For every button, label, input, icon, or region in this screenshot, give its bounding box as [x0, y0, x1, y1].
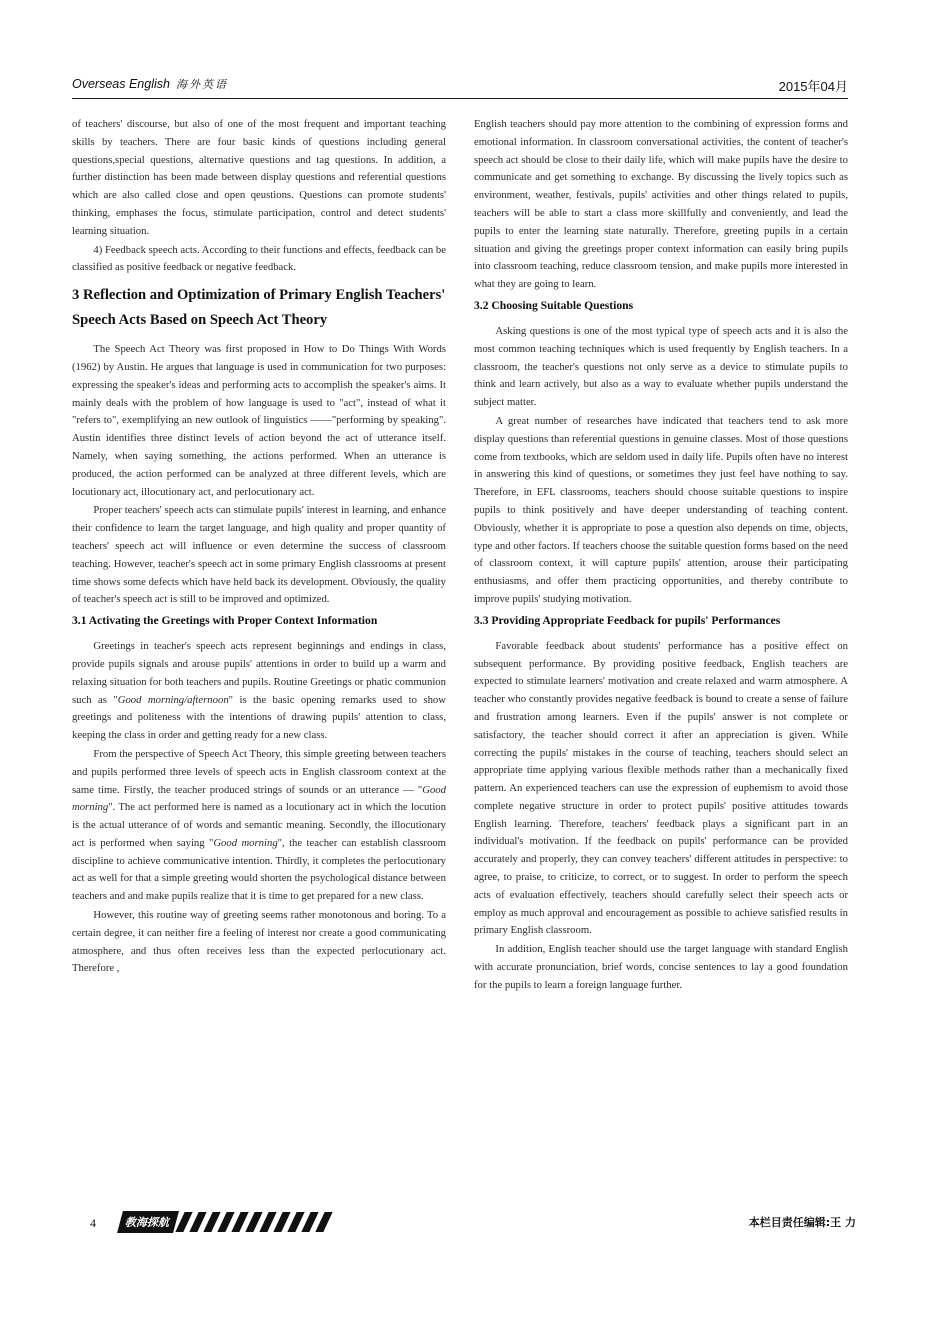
- section-heading: 3 Reflection and Optimization of Primary English Teachers' Speech Acts Based on Speech Act Theory: [72, 287, 446, 329]
- paragraph: English teachers should pay more attention to the combining of expression forms and emotional information. In classroom conversational activities, the content of teacher's speech act should be close to their daily life, which will make pupils have the desire to communicate and get something to exchange. By discussing the lively topics such as environment, weather, festivals, pupils' activities and other things related to pupils, teachers will be able to start a class more skillfully and conveniently, and lead the pupils to enter the learning state naturally. Therefore, greeting pupils in a certain situation and giving the greetings proper context information can easily bring pupils into classroom teaching, reduce classroom tension, and make pupils more interested in what they are going to learn.: [474, 118, 848, 291]
- paragraph: Favorable feedback about students' performance has a positive effect on subsequent performance. By providing positive feedback, English teachers are expected to stimulate learners' motivation and create relaxed and warm atmosphere. A teacher who constantly provides negative feedback is bound to create a sense of failure and frustration among learners. Even if the pupils' answer is not complete or satisfactory, the teacher should correct it after an appreciation is given. While correcting the pupils' mistakes in the course of teaching, teachers should select an appropriate time applying various flexible methods rather than a mechanically fixed pattern. An experienced teachers can use the expression of euphemism to avoid those complete negative structure in order to protect pupils' positive attitudes towards English learning. Therefore, teachers' feedback plays a significant part in an individual's motivation. If the feedback on pupils' performance can be provided accurately and properly, they can convey teachers' different attitudes in perspective: to agree, to praise, to criticize, to correct, or to suggest. In order to perform the speech acts of evaluation effectively, teachers should carefully select their speech acts or employ as much approval and encouragement as possible to achieve satisfied results in primary English classroom.: [474, 639, 848, 937]
- text-run: ". The act performed here is named as a locutionary act in which the locution is the actual utterance of of words and semantic meaning. Secondly, the illocutionary act is performed when saying ": [72, 801, 446, 849]
- paragraph: [72, 746, 446, 906]
- paragraph: However, this routine way of greeting seems rather monotonous and boring. To a certain degree, it can neither fire a feeling of interest nor create a good communicating atmosphere, and thus often receives less than the expected perlocutionary act. Therefore ,: [72, 909, 446, 975]
- column-banner-label: 教海探航: [117, 1211, 179, 1233]
- text-run: From the perspective of Speech Act Theory, this simple greeting between teachers and pupils performed three levels of speech acts in English classroom context at the same time. Firstly, the teacher produced strings of sounds or an utterance — ": [72, 747, 446, 796]
- right-column: [474, 116, 848, 995]
- column-banner: [120, 1210, 334, 1234]
- journal-name: Overseas English: [72, 77, 170, 91]
- subsection-heading: 3.1 Activating the Greetings with Proper Context Information: [72, 614, 378, 628]
- subsection-heading: 3.3 Providing Appropriate Feedback for pupils' Performances: [474, 613, 781, 627]
- journal-title: [72, 76, 228, 92]
- text-run: Greetings in teacher's speech acts represent beginnings and endings in class, provide pupils signals and arouse pupils' attentions in order to build up a warm and relaxing situation for both teachers and pupils. Routine Greetings or phatic communion such as ": [72, 640, 446, 706]
- banner-stripe: [315, 1212, 332, 1232]
- page-number: 4: [90, 1216, 96, 1230]
- journal-name-zh: 海外英语: [175, 79, 228, 91]
- header-divider: [72, 98, 848, 99]
- italic-phrase: Good morning/afternoon: [117, 693, 229, 706]
- left-column: [72, 116, 446, 978]
- text-run: ", the teacher can establish classroom discipline to achieve communicative intention. Thirdly, it completes the perlocutionary act as well for that a simple greeting would shorten the psychological distance between teachers and and make pupils realize that it is time to get prepared for a new class.: [72, 836, 446, 903]
- issue-date: 2015年04月: [778, 79, 848, 94]
- text-run: " is the basic opening remarks used to show greetings and politeness with the intentions of drawing pupils' attention to class, keeping the class in order and getting ready for a new class.: [72, 693, 446, 742]
- paragraph: Proper teachers' speech acts can stimulate pupils' interest in learning, and enhance their confidence to learn the target language, and high quality and proper quantity of teachers' speech act will influence or even determine the success of classroom teaching. However, teacher's speech act in some primary English classrooms at present time shows some defects which have held back its development. Obviously, the quality of teacher's speech act is still to be improved and optimized.: [72, 504, 446, 606]
- paragraph: Asking questions is one of the most typical type of speech acts and it is also the most common teaching techniques which is used frequently by English teachers. In a classroom, the teacher's questions not only serve as a device to stimulate pupils to think and learn actively, but also as a way to evaluate whether pupils understand the subject matter.: [474, 324, 848, 409]
- paragraph: of teachers' discourse, but also of one of the most frequent and important teaching skills by teachers. There are four basic kinds of questions including general questions,special questions, alternative questions and tag questions. In addition, a further distinction has been made between display questions and referential questions which are also called close and open qeustions. Questions can promote students' thinking, emphases the focus, stimulate participation, control and detect students' learning situation.: [72, 118, 446, 237]
- paragraph: [72, 638, 446, 745]
- paragraph: The Speech Act Theory was first proposed in How to Do Things With Words (1962) by Austin. He argues that language is used in communication for two purposes: expressing the speaker's ideas and performing acts to accomplish the speaker's aims. It mainly deals with the problem of how language is used to "act", instead of what it "refers to", exemplifying an new outlook of linguistics ——"performing by speaking". Austin identifies three distinct levels of action beyond the act of utterance itself. Namely, when saying something, the actions performed. When an utterance is produced, the action performed can be analyzed at three different levels, which are locutionary act, illocutionary act, and perlocutionary act.: [72, 343, 446, 498]
- paragraph: A great number of researches have indicated that teachers tend to ask more display questions than referential questions in genuine classes. Most of those questions come from textbooks, which are seldom used in daily life. Pupils often have no interest in answering this kind of questions, or sometimes they just feel have nothing to say. Therefore, in EFL classrooms, teachers should choose suitable questions to inspire pupils to think positively and have deeper understanding of teaching content. Obviously, whether it is appropriate to pose a question also depends on time, objects, type and other factors. If teachers choose the suitable question forms based on the need of classroom context, it will capture pupils' attention, arouse their participating enthusiasms, and offer them practicing opportunities, and thereby contribute to improve pupils' studying motivation.: [474, 414, 848, 605]
- paragraph: 4) Feedback speech acts. According to their functions and effects, feedback can be classified as positive feedback or negative feedback.: [72, 243, 446, 274]
- subsection-heading: 3.2 Choosing Suitable Questions: [474, 298, 634, 312]
- italic-phrase: Good morning: [72, 783, 446, 814]
- column-editor: 本栏目责任编辑:王 力: [748, 1216, 856, 1229]
- paragraph: In addition, English teacher should use the target language with standard English with accurate pronunciation, brief words, concise sentences to lay a good foundation for the pupils to learn a foreign language further.: [474, 943, 848, 991]
- italic-phrase: Good morning: [213, 836, 278, 849]
